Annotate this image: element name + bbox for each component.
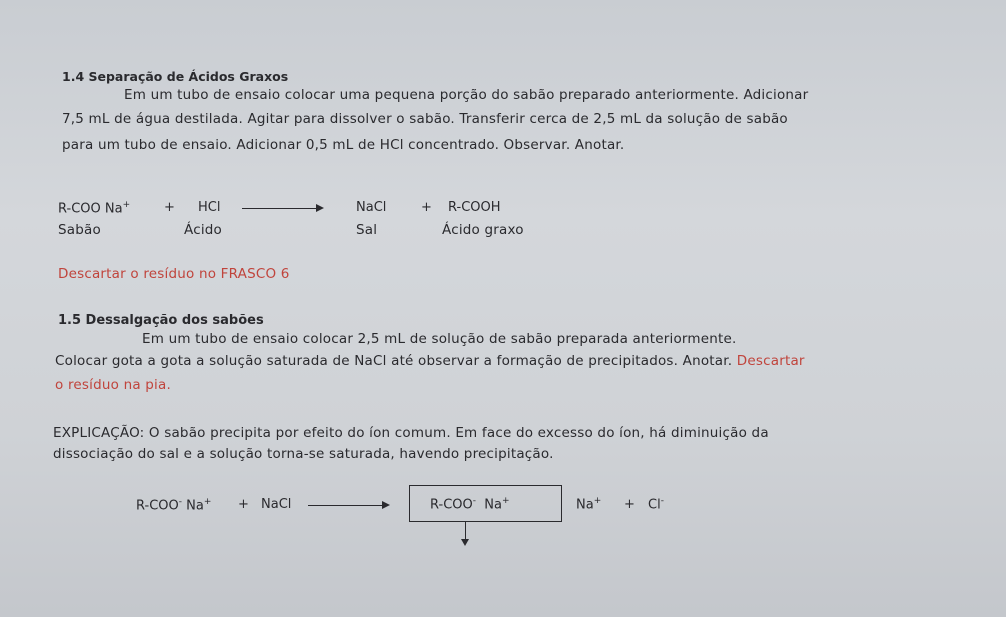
reaction-1-plus-2: + (421, 200, 432, 215)
label-fatty-acid: Ácido graxo (442, 222, 524, 238)
reaction-1-product-nacl: NaCl (356, 200, 387, 215)
label-acid: Ácido (184, 222, 222, 238)
reaction-2-plus-1: + (238, 497, 249, 512)
section-1-4-line-3: para um tubo de ensaio. Adicionar 0,5 mL de HCl concentrado. Observar. Anotar. (62, 137, 625, 153)
explanation-line-1: EXPLICAÇÃO: O sabão precipita por efeito do íon comum. Em face do excesso do íon, há diminuição da (53, 425, 769, 441)
section-1-4-line-2: 7,5 mL de água destilada. Agitar para dissolver o sabão. Transferir cerca de 2,5 mL da solução de sabão (62, 111, 788, 127)
reaction-2-boxed-product: R-COO- Na+ (430, 496, 510, 513)
reaction-2-reactant-nacl: NaCl (261, 497, 292, 512)
reaction-2-reactant-soap: R-COO- Na+ (136, 497, 212, 514)
discard-instruction-1: Descartar o resíduo no FRASCO 6 (58, 266, 290, 282)
reaction-1-plus-1: + (164, 200, 175, 215)
explanation-line-2: dissociação do sal e a solução torna-se saturada, havendo precipitação. (53, 446, 554, 462)
section-1-5-line-3: o resíduo na pia. (55, 377, 171, 393)
section-1-4-title: 1.4 Separação de Ácidos Graxos (62, 69, 289, 84)
reaction-2-product-chloride-ion: Cl- (648, 496, 664, 513)
reaction-1-product-fatty-acid: R-COOH (448, 200, 501, 215)
section-1-5-title: 1.5 Dessalgação dos sabões (58, 313, 264, 328)
section-1-5-line-2: Colocar gota a gota a solução saturada de NaCl até observar a formação de precipitados. Anotar. Descartar (55, 353, 805, 369)
discard-word: Descartar (736, 353, 805, 369)
reaction-2-plus-2: + (624, 497, 635, 512)
reaction-2-arrow (308, 505, 388, 506)
precipitate-down-arrow-icon (465, 521, 466, 541)
section-1-4-line-1: Em um tubo de ensaio colocar uma pequena porção do sabão preparado anteriormente. Adicionar (124, 87, 809, 103)
reaction-1-arrow (242, 208, 322, 209)
label-salt: Sal (356, 222, 378, 238)
reaction-1-reactant-hcl: HCl (198, 200, 221, 215)
section-1-5-line-1: Em um tubo de ensaio colocar 2,5 mL de solução de sabão preparada anteriormente. (142, 331, 737, 347)
reaction-2-product-sodium-ion: Na+ (576, 496, 602, 513)
reaction-1-reactant-soap: R-COO Na+ (58, 200, 131, 217)
label-soap: Sabão (58, 222, 101, 238)
